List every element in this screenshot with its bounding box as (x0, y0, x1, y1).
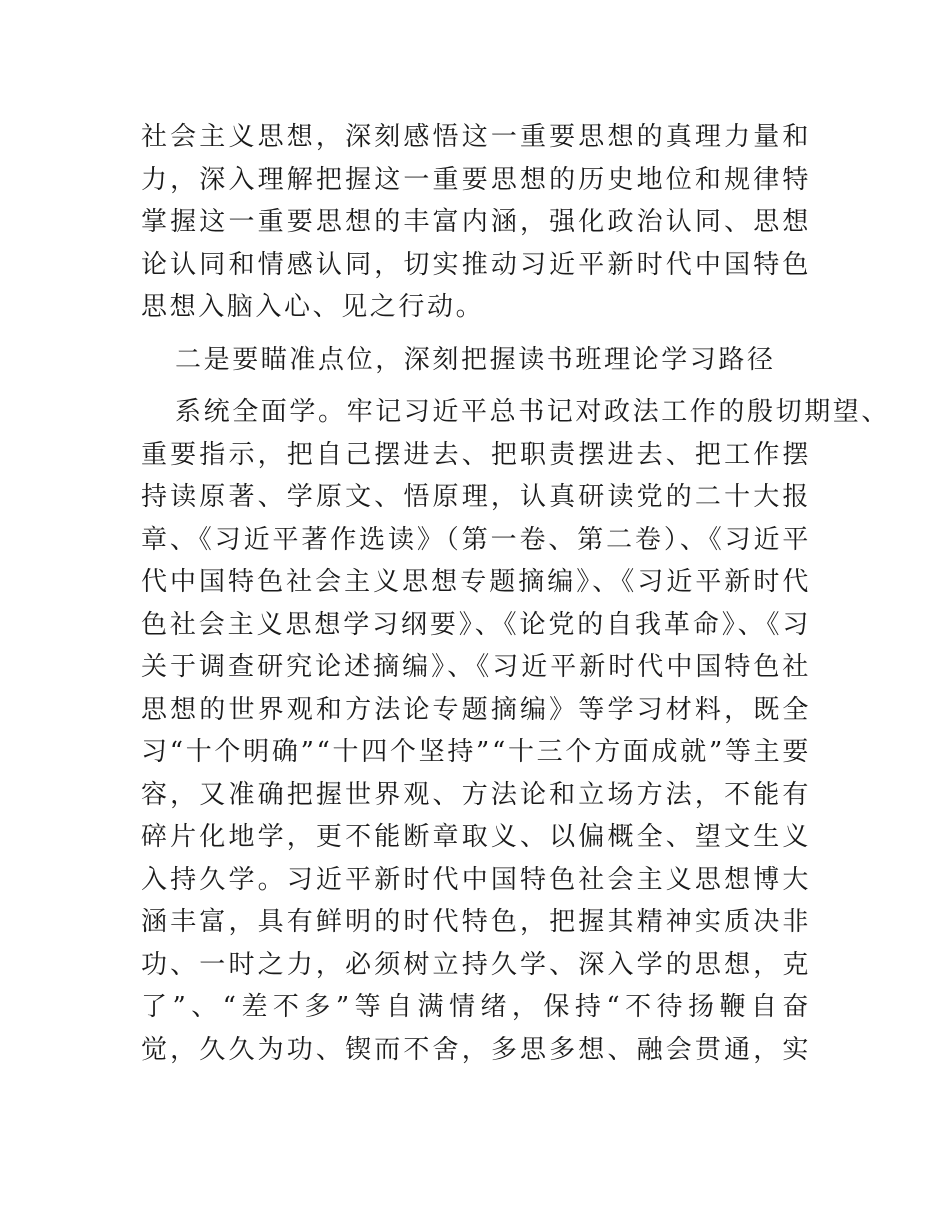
document-body (141, 116, 891, 1071)
text-line: 色社会主义思想学习纲要》、《论党的自我革命》、《习 (141, 609, 811, 640)
paragraph-gap (141, 381, 811, 391)
paragraph-study (141, 391, 891, 1071)
text-line: 习“十个明确”“十四个坚持”“十三个方面成就”等主要 (141, 737, 811, 767)
text-line: 功、一时之力，必须树立持久学、深入学的思想，克 (141, 949, 811, 980)
text-line: 碎片化地学，更不能断章取义、以偏概全、望文生义 (141, 822, 811, 852)
text-line: 关于调查研究论述摘编》、《习近平新时代中国特色社 (141, 652, 811, 682)
text-line: 入持久学。习近平新时代中国特色社会主义思想博大 (141, 864, 811, 895)
text-line: 容，又准确把握世界观、方法论和立场方法，不能有 (141, 779, 811, 810)
text-line: 社会主义思想，深刻感悟这一重要思想的真理力量和 (141, 122, 811, 152)
text-line: 论认同和情感认同，切实推动习近平新时代中国特色 (141, 249, 811, 280)
text-line: 思想入脑入心、见之行动。 (141, 292, 485, 322)
paragraph-continued (141, 116, 811, 329)
text-line: 持读原著、学原文、悟原理，认真研读党的二十大报 (141, 482, 811, 512)
section-heading: 二是要瞄准点位，深刻把握读书班理论学习路径 (175, 344, 776, 375)
text-line: 重要指示，把自己摆进去、把职责摆进去、把工作摆 (141, 439, 811, 470)
text-line: 系统全面学。牢记习近平总书记对政法工作的殷切期望、 (175, 397, 891, 427)
text-line: 涵丰富，具有鲜明的时代特色，把握其精神实质决非 (141, 907, 811, 937)
text-line: 力，深入理解把握这一重要思想的历史地位和规律特 (141, 164, 811, 195)
text-line: 掌握这一重要思想的丰富内涵，强化政治认同、思想 (141, 207, 811, 237)
paragraph-gap (141, 329, 811, 339)
text-line: 觉，久久为功、锲而不舍，多思多想、融会贯通，实 (141, 1034, 811, 1065)
text-line: 了”、“差不多”等自满情绪，保持“不待扬鞭自奋 (141, 992, 811, 1022)
text-line: 代中国特色社会主义思想专题摘编》、《习近平新时代 (141, 567, 811, 597)
text-line: 章、《习近平著作选读》（第一卷、第二卷）、《习近平 (141, 524, 811, 555)
text-line: 思想的世界观和方法论专题摘编》等学习材料，既全 (141, 694, 811, 725)
